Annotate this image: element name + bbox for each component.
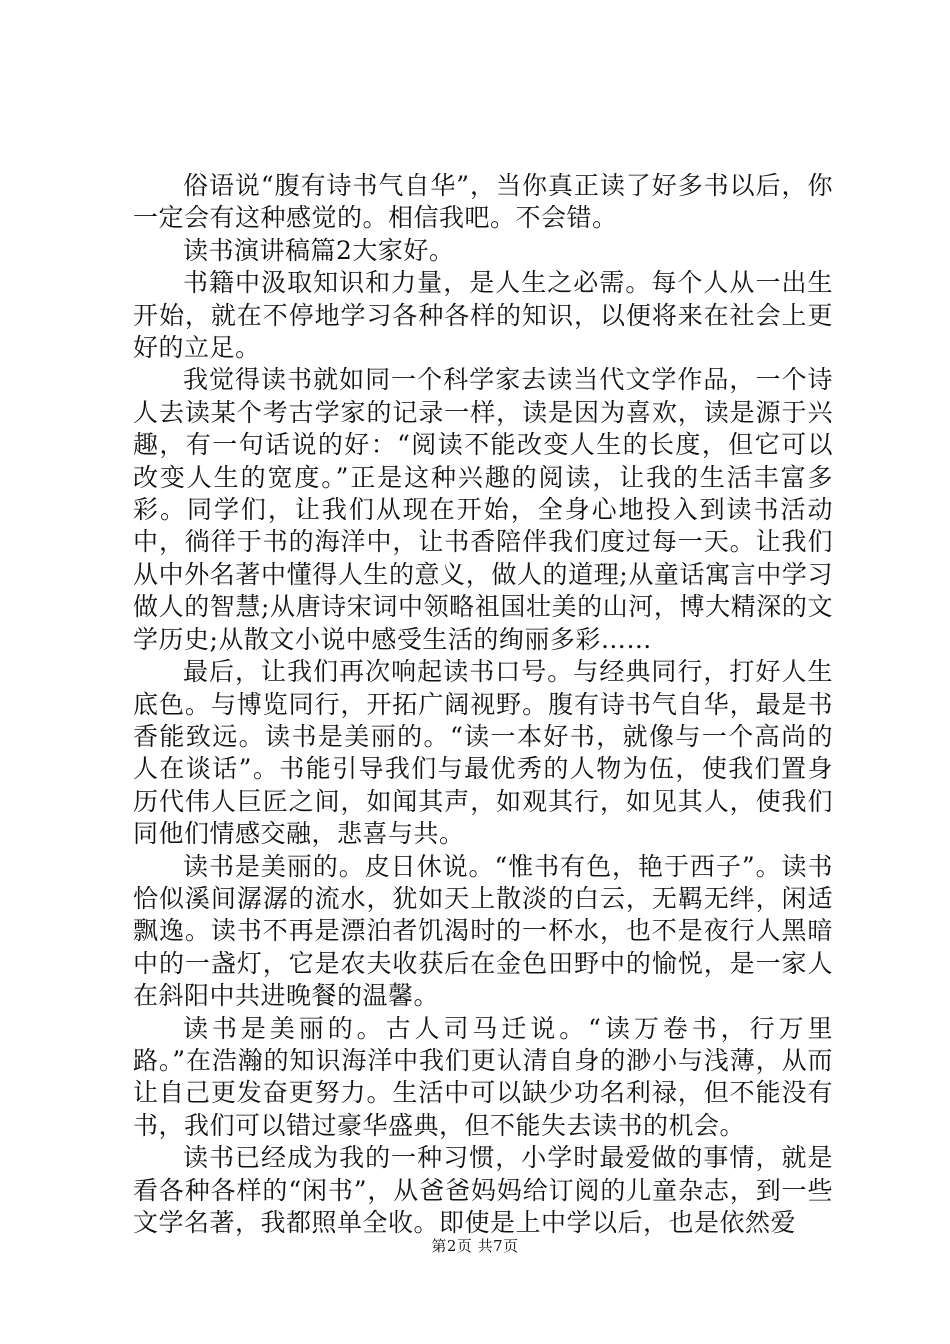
paragraph: 读书演讲稿篇2大家好。 (183, 235, 455, 265)
paragraph: 读书是美丽的。皮日休说。“惟书有色，艳于西子”。读书恰似溪间潺潺的流水，犹如天上散淡的白云，无羁无绊，闲适飘逸。读书不再是漂泊者饥渴时的一杯水，也不是夜行人黑暗中的一盏灯，它是农夫收获后在金色田野中的愉悦，是一家人在斜阳中共进晚餐的温馨。 (133, 851, 833, 1011)
paragraph: 书籍中汲取知识和力量，是人生之必需。每个人从一出生开始，就在不停地学习各种各样的知识，以便将来在社会上更好的立足。 (133, 268, 833, 363)
paragraph: 俗语说“腹有诗书气自华”，当你真正读了好多书以后，你一定会有这种感觉的。相信我吧。不会错。 (133, 171, 833, 233)
paragraph: 读书已经成为我的一种习惯，小学时最爱做的事情，就是看各种各样的“闲书”，从爸爸妈妈给订阅的儿童杂志，到一些文学名著，我都照单全收。即使是上中学以后，也是依然爱 (133, 1143, 833, 1237)
paragraph: 读书是美丽的。古人司马迁说。“读万卷书，行万里路。”在浩瀚的知识海洋中我们更认清自身的渺小与浅薄，从而让自己更发奋更努力。生活中可以缺少功名利禄，但不能没有书，我们可以错过豪华盛典，但不能失去读书的机会。 (133, 1013, 833, 1140)
page-footer: 第2页 共7页 (431, 1237, 519, 1255)
document-body (133, 170, 833, 1239)
paragraph: 我觉得读书就如同一个科学家去读当代文学作品，一个诗人去读某个考古学家的记录一样，读是因为喜欢，读是源于兴趣，有一句话说的好：“阅读不能改变人生的长度，但它可以改变人生的宽度。”正是这种兴趣的阅读，让我的生活丰富多彩。同学们，让我们从现在开始，全身心地投入到读书活动中，徜徉于书的海洋中，让书香陪伴我们度过每一天。让我们从中外名著中懂得人生的意义，做人的道理;从童话寓言中学习做人的智慧;从唐诗宋词中领略祖国壮美的山河，博大精深的文学历史;从散文小说中感受生活的绚丽多彩…… (133, 365, 833, 654)
paragraph: 最后，让我们再次响起读书口号。与经典同行，打好人生底色。与博览同行，开拓广阔视野。腹有诗书气自华，最是书香能致远。读书是美丽的。“读一本好书，就像与一个高尚的人在谈话”。书能引导我们与最优秀的人物为伍，使我们置身历代伟人巨匠之间，如闻其声，如观其行，如见其人，使我们同他们情感交融，悲喜与共。 (133, 657, 833, 849)
